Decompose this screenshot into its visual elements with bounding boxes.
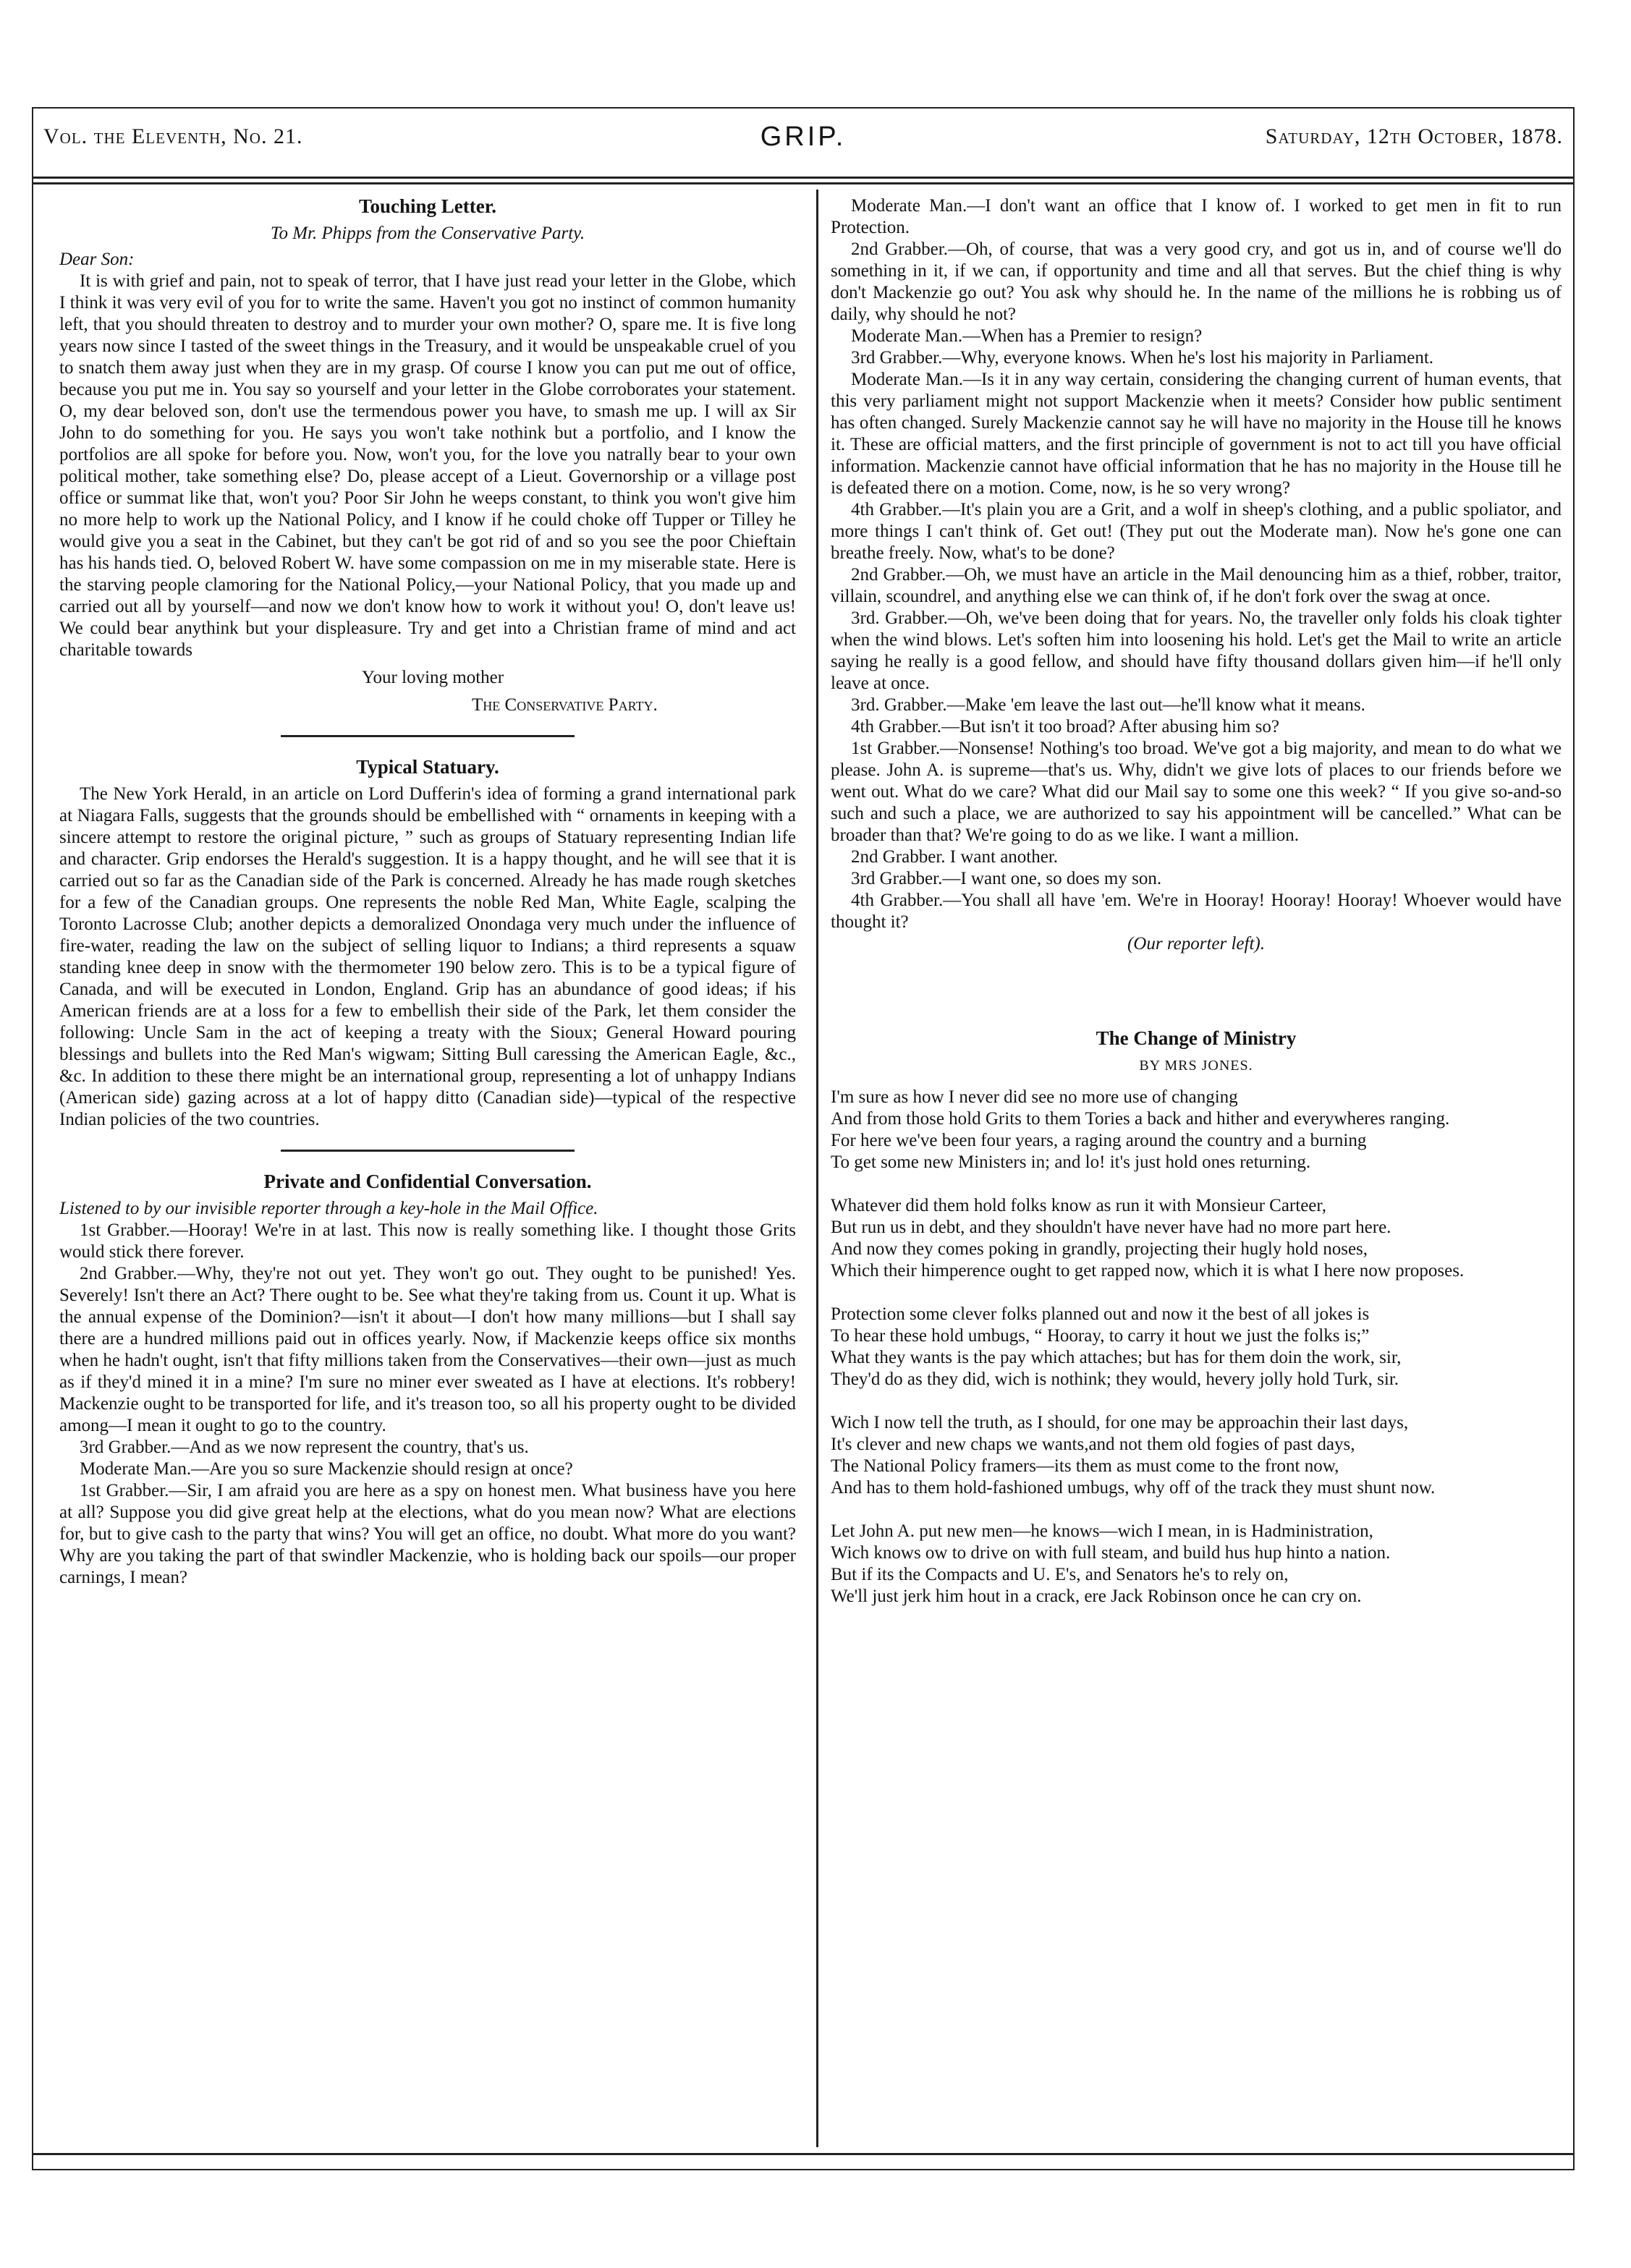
poem-line: But run us in debt, and they shouldn't have never have had no more part here. (831, 1218, 1391, 1237)
article-subtitle: To Mr. Phipps from the Conservative Party. (270, 224, 585, 243)
poem-byline: BY MRS JONES. (1139, 1058, 1253, 1074)
dialogue-paragraph: 1st Grabber.—Sir, I am afraid you are here as a spy on honest men. What business have you here at all? Suppose you did give great help at the elections, what do you mean now? What are elections for, but to give cash to the party that wins? You will get an office, no doubt. What more do you want? Why are you taking the part of that swindler Mackenzie, who is holding back our spoils—our proper carnings, I mean? (59, 1481, 796, 1587)
section-divider (281, 735, 575, 737)
dialogue-paragraph: 4th Grabber.—You shall all have 'em. We're in Hooray! Hooray! Hooray! Whoever would have thought it? (831, 891, 1562, 932)
dialogue-paragraph: 2nd Grabber.—Oh, we must have an article in the Mail denouncing him as a thief, robber, traitor, villain, scoundrel, and anything else we can think of, if he don't fork over the swag at once. (831, 565, 1562, 606)
poem-stanza (831, 1412, 1562, 1499)
dialogue-paragraph: 2nd Grabber. I want another. (851, 847, 1059, 867)
dialogue-paragraph: 2nd Grabber.—Oh, of course, that was a very good cry, and got us in, and of course we'll do something in it, if we can, if opportunity and time and all that serves. But the chief thing is why don't Mackenzie go out? You ask why should he. In the name of the millions he is robbing us of daily, why should he not? (831, 239, 1562, 324)
poem-line: Which their himperence ought to get rapped now, which it is what I here now proposes. (831, 1261, 1465, 1280)
poem-stanza (831, 1087, 1562, 1173)
poem-line: For here we've been four years, a raging around the country and a burning (831, 1131, 1367, 1150)
poem-line: The National Policy framers—its them as must come to the front now, (831, 1456, 1339, 1476)
poem-line: And has to them hold-fashioned umbugs, why off of the track they must shunt now. (831, 1478, 1436, 1498)
poem-line: Protection some clever folks planned out and now it the best of all jokes is (831, 1304, 1370, 1324)
dialogue-paragraph: 2nd Grabber.—Why, they're not out yet. They won't go out. They ought to be punished! Yes. Severely! Isn't there an Act? There ought to be. See what they're taking from us. Count it up. What is the annual expense of the Dominion?—isn't it about—I don't how many millions—but I shall say there are a hundred millions paid out in offices yearly. Now, if Mackenzie keeps office six months when he hadn't ought, isn't that fifty millions taken from the Conservatives—their own—just as much as if they'd mined it in a mine? I'm sure no miner ever sweated as I have at elections. It's robbery! Mackenzie ought to be transported for life, and it's treason too, so all his property ought to be divided among—I mean it ought to go to the country. (59, 1264, 796, 1435)
masthead: GRIP. (760, 122, 847, 152)
dialogue-paragraph: 3rd. Grabber.—Oh, we've been doing that for years. No, the traveller only folds his cloak tighter when the wind blows. Let's soften him into loosening his hold. Let's get the Mail to write an article saying he really is a good fellow, and should have fifty thousand dollars given him—if he'll only leave at once. (831, 608, 1562, 693)
poem-stanza (831, 1195, 1562, 1282)
poem-stanza (831, 1304, 1562, 1390)
dialogue-paragraph: 1st Grabber.—Nonsense! Nothing's too broad. We've got a big majority, and mean to do what we please. John A. is supreme—that's us. Why, didn't we give lots of places to our friends before we went out. What do we care? What did our Mail say to some one this week? “ If you give so-and-so such and such a place, we are authorized to say his appointment will be cancelled.” What can be broader than that? We're going to do as we like. I want a million. (831, 739, 1562, 845)
poem-line: What they wants is the pay which attaches; but has for them doin the work, sir, (831, 1348, 1402, 1367)
poem-line: To hear these hold umbugs, “ Hooray, to carry it hout we just the folks is;” (831, 1326, 1370, 1346)
poem-line: They'd do as they did, wich is nothink; they would, hevery jolly hold Turk, sir. (831, 1369, 1399, 1389)
poem-line: And now they comes poking in grandly, projecting their hugly hold noses, (831, 1239, 1368, 1259)
volume-number: Vol. the Eleventh, No. 21. (43, 124, 303, 148)
dialogue-paragraph: Moderate Man.—Is it in any way certain, considering the changing current of human events, that this very parliament might not support Mackenzie when it meets? Consider how public sentiment has often changed. Surely Mackenzie cannot say he will have no majority in the House till he knows it. These are official matters, and the first principle of government is not to act till you have official information. Mackenzie cannot have official information that he has no majority in the House till he is defeated there on a motion. Come, now, is he so very wrong? (831, 370, 1562, 498)
dialogue-paragraph: 3rd Grabber.—I want one, so does my son. (851, 869, 1162, 888)
salutation: Dear Son: (59, 250, 135, 269)
right-column (831, 195, 1562, 1629)
poem-stanza (831, 1521, 1562, 1607)
article-body: The New York Herald, in an article on Lord Dufferin's idea of forming a grand international park at Niagara Falls, suggests that the grounds should be embellished with “ ornaments in keeping with a sincere attempt to restore the original picture, ” such as groups of Statuary representing Indian life and character. Grip endorses the Herald's suggestion. It is a happy thought, and he will see that it is carried out so far as the Canadian side of the Park is concerned. Already he has made rough sketches for a few of the Canadian groups. One represents the noble Red Man, White Eagle, scalping the Toronto Lacrosse Club; another depicts a demoralized Onondaga very much under the influence of fire-water, reading the law on the subject of selling liquor to Indians; a third represents a squaw standing knee deep in snow with the thermometer 190 below zero. This is to be a typical figure of Canada, and will be executed in London, England. Grip has an abundance of good ideas; if his American friends are at a loss for a few to embellish their side of the Park, let them consider the following: Uncle Sam in the act of keeping a treaty with the Sioux; General Howard pouring blessings and bullets into the Red Man's wigwam; Sitting Bull caressing the American Eagle, &c., &c. In addition to these there might be an international group, representing a lot of unhappy Indians (American side) gazing across at a lot of happy ditto (Canadian side)—typical of the respective Indian policies of the two countries. (59, 784, 796, 1129)
poem-line: We'll just jerk him hout in a crack, ere Jack Robinson once he can cry on. (831, 1587, 1362, 1606)
poem-title: The Change of Ministry (1096, 1027, 1297, 1049)
poem-line: Wich I now tell the truth, as I should, for one may be approachin their last days, (831, 1413, 1409, 1432)
dialogue-paragraph: 3rd Grabber.—And as we now represent the country, that's us. (80, 1437, 529, 1457)
article-private-conversation-continued (831, 195, 1562, 955)
section-divider (281, 1150, 575, 1152)
reporter-exit-note: (Our reporter left). (1127, 934, 1265, 954)
poem-line: But if its the Compacts and U. E's, and Senators he's to rely on, (831, 1565, 1289, 1584)
dialogue-paragraph: 1st Grabber.—Hooray! We're in at last. This now is really something like. I thought those Grits would stick there forever. (59, 1220, 796, 1262)
article-title: Typical Statuary. (356, 756, 499, 778)
dialogue-paragraph: 4th Grabber.—But isn't it too broad? After abusing him so? (851, 717, 1279, 736)
dialogue-paragraph: 4th Grabber.—It's plain you are a Grit, and a wolf in sheep's clothing, and a public spoliator, and more things I can't think of. Get out! (They put out the Moderate man). Now he's gone one can breathe freely. Now, what's to be done? (831, 500, 1562, 563)
dialogue-paragraph: Moderate Man.—When has a Premier to resign? (851, 326, 1203, 346)
page-header (43, 124, 1563, 168)
column-divider (816, 190, 818, 2147)
header-rule-double (32, 182, 1575, 184)
article-title: Touching Letter. (358, 195, 497, 217)
article-private-conversation (59, 1171, 796, 1589)
article-title: Private and Confidential Conversation. (263, 1171, 592, 1192)
poem-line: To get some new Ministers in; and lo! it's just hold ones returning. (831, 1152, 1311, 1172)
poem-line: Wich knows ow to drive on with full steam, and build hus hup hinto a nation. (831, 1543, 1391, 1563)
poem-line: And from those hold Grits to them Tories a back and hither and everywheres ranging. (831, 1109, 1450, 1129)
poem-line: It's clever and new chaps we wants,and not them old fogies of past days, (831, 1435, 1355, 1454)
article-typical-statuary (59, 756, 796, 1131)
issue-date: Saturday, 12th October, 1878. (1265, 124, 1563, 148)
poem-line: Let John A. put new men—he knows—wich I mean, in is Hadministration, (831, 1521, 1373, 1541)
left-column (59, 195, 796, 1589)
dialogue-paragraph: Moderate Man.—Are you so sure Mackenzie should resign at once? (80, 1459, 573, 1479)
dialogue-paragraph: Moderate Man.—I don't want an office that I know of. I worked to get men in fit to run Protection. (831, 196, 1562, 237)
letter-signature: The Conservative Party. (472, 695, 658, 715)
footer-rule (32, 2153, 1575, 2155)
article-subtitle: Listened to by our invisible reporter through a key-hole in the Mail Office. (59, 1199, 598, 1218)
header-rule (32, 177, 1575, 179)
letter-closing: Your loving mother (362, 668, 504, 687)
dialogue-paragraph: 3rd. Grabber.—Make 'em leave the last out—he'll know what it means. (851, 695, 1365, 715)
article-body: It is with grief and pain, not to speak of terror, that I have just read your letter in the Globe, which I think it was very evil of you for to write the same. Haven't you got no instinct of common humanity left, that you should threaten to destroy and to murder your own mother? O, spare me. It is five long years now since I tasted of the sweet things in the Treasury, and it would be unspeakable cruel of you to snatch them away just when they are in my grasp. Of course I know you can put me out of office, because you put me in. You say so yourself and your letter in the Globe corroborates your statement. O, my dear beloved son, don't use the termendous power you have, to smash me up. I will ax Sir John to do something for you. He says you won't take nothink but a portfolio, and I know the portfolios are all spoke for before you. Now, won't you, for the love you natrally bear to your own political mother, take something else? Do, please accept of a Lieut. Governorship or a village post office or summat like that, won't you? Poor Sir John he weeps constant, to think you won't give him no more help to work up the National Policy, and I know if he could choke off Tupper or Tilley he would give you a seat in the Cabinet, but they can't be got rid of and so you see the poor Chieftain has his hands tied. O, beloved Robert W. have some compassion on me in my miserable state. Here is the starving people clamoring for the National Policy,—your National Policy, that you made up and carried out all by yourself—and now we don't know how to work it without you! O, don't leave us! We could bear anythink but your displeasure. Try and get into a Christian frame of mind and act charitable towards (59, 271, 796, 660)
article-touching-letter (59, 195, 796, 716)
dialogue-paragraph: 3rd Grabber.—Why, everyone knows. When he's lost his majority in Parliament. (851, 348, 1434, 368)
poem-line: Whatever did them hold folks know as run it with Monsieur Carteer, (831, 1196, 1326, 1215)
poem-line: I'm sure as how I never did see no more use of changing (831, 1087, 1238, 1107)
poem-change-of-ministry (831, 1027, 1562, 1607)
